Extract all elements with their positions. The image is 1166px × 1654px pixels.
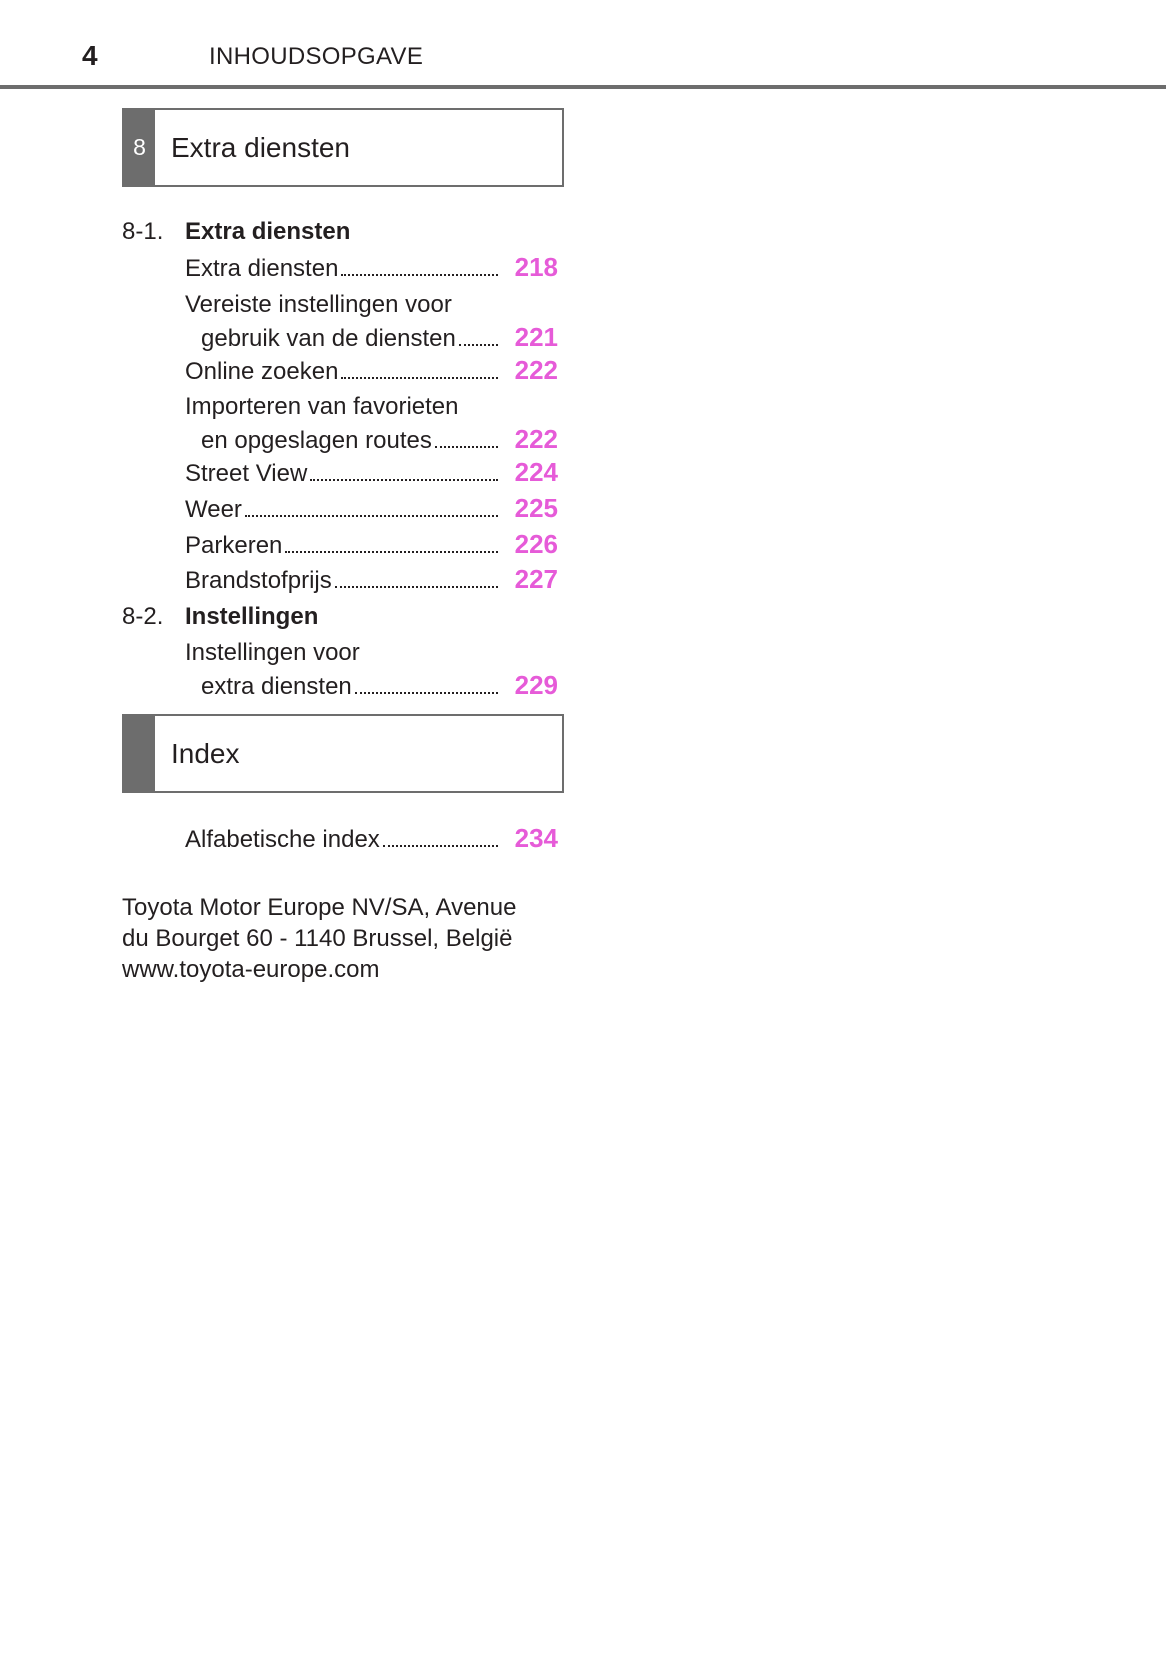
dot-leader xyxy=(355,691,498,694)
dot-leader xyxy=(341,376,498,379)
dot-leader xyxy=(245,514,498,517)
toc-entry-text: Alfabetische index xyxy=(185,826,380,853)
toc-page-link[interactable]: 229 xyxy=(514,670,558,700)
toc-entry[interactable] xyxy=(185,289,558,355)
toc-entry-text: extra diensten xyxy=(201,673,352,700)
dot-leader xyxy=(459,343,498,346)
toc-entry[interactable] xyxy=(185,251,558,285)
toc-page-link[interactable]: 218 xyxy=(514,252,558,282)
toc-entry-text: Online zoeken xyxy=(185,358,339,385)
dot-leader xyxy=(341,273,498,276)
toc-entry[interactable] xyxy=(185,637,558,703)
chapter-title: Instellingen xyxy=(185,603,319,630)
dot-leader xyxy=(335,585,498,588)
page-header xyxy=(0,0,1166,90)
toc-entry-text: Street View xyxy=(185,460,308,487)
header-divider xyxy=(0,85,1166,89)
publisher-address xyxy=(122,892,516,985)
toc-entry[interactable] xyxy=(185,492,558,526)
section-tab xyxy=(124,716,155,791)
toc-entry-text: gebruik van de diensten xyxy=(201,325,456,352)
dot-leader xyxy=(310,478,498,481)
address-line: Toyota Motor Europe NV/SA, Avenue xyxy=(122,894,517,921)
toc-page-link[interactable]: 224 xyxy=(514,457,558,487)
toc-page-link[interactable]: 234 xyxy=(514,823,558,853)
chapter-heading xyxy=(0,601,600,633)
toc-page-link[interactable]: 222 xyxy=(514,355,558,385)
toc-entry[interactable] xyxy=(185,354,558,388)
chapter-number: 8-2. xyxy=(122,603,164,630)
dot-leader xyxy=(383,844,498,847)
header-title: INHOUDSOPGAVE xyxy=(209,43,424,70)
toc-entry[interactable] xyxy=(185,456,558,490)
section-box-extra-diensten xyxy=(122,108,564,187)
chapter-heading xyxy=(0,216,600,248)
toc-page-link[interactable]: 225 xyxy=(514,493,558,523)
chapter-number: 8-1. xyxy=(122,218,164,245)
address-line: du Bourget 60 - 1140 Brussel, België xyxy=(122,925,513,952)
toc-entry[interactable] xyxy=(185,528,558,562)
section-title: Extra diensten xyxy=(171,132,350,163)
toc-entry-text: Extra diensten xyxy=(185,255,339,282)
toc-page-link[interactable]: 227 xyxy=(514,564,558,594)
toc-entry-text: Vereiste instellingen voor xyxy=(185,291,452,318)
toc-entry-text: en opgeslagen routes xyxy=(201,427,432,454)
toc-entry-text: Instellingen voor xyxy=(185,639,360,666)
toc-page-link[interactable]: 221 xyxy=(514,322,558,352)
toc-entry-text: Brandstofprijs xyxy=(185,567,332,594)
toc-page-link[interactable]: 222 xyxy=(514,424,558,454)
toc-entry-text: Importeren van favorieten xyxy=(185,393,459,420)
toc-entry-text: Weer xyxy=(185,496,242,523)
toc-entry[interactable] xyxy=(185,391,558,457)
toc-entry[interactable] xyxy=(185,563,558,597)
website-link[interactable]: www.toyota-europe.com xyxy=(122,956,380,983)
dot-leader xyxy=(285,550,498,553)
toc-entry[interactable] xyxy=(185,822,558,856)
chapter-title: Extra diensten xyxy=(185,218,351,245)
page-number: 4 xyxy=(82,40,98,71)
section-box-index xyxy=(122,714,564,793)
dot-leader xyxy=(435,445,498,448)
toc-page-link[interactable]: 226 xyxy=(514,529,558,559)
section-title: Index xyxy=(171,738,240,769)
section-tab: 8 xyxy=(124,110,155,185)
toc-entry-text: Parkeren xyxy=(185,532,283,559)
